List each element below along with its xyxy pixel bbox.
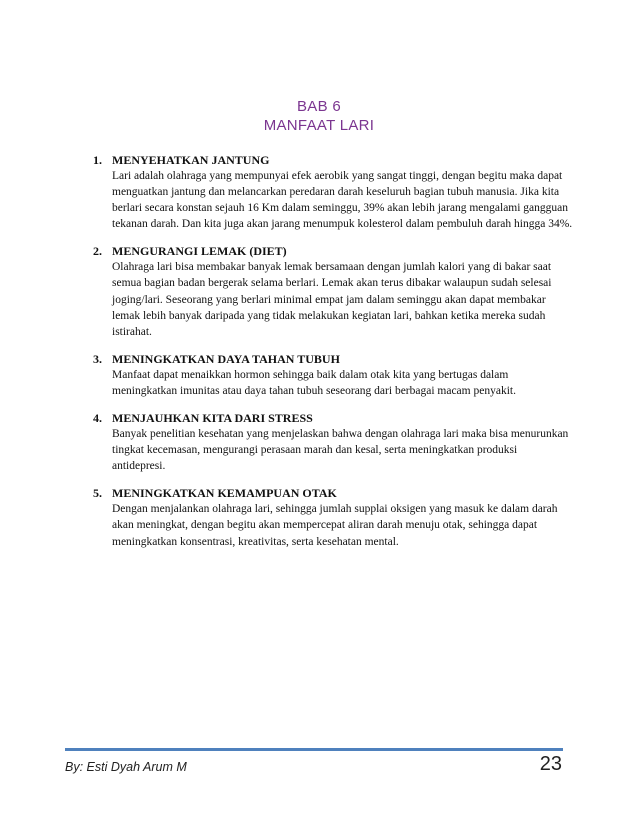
section-heading: MENINGKATKAN KEMAMPUAN OTAK bbox=[112, 486, 337, 501]
section-number: 2. bbox=[93, 244, 102, 259]
benefit-section bbox=[93, 351, 573, 399]
footer-rule bbox=[65, 748, 563, 751]
footer-author: By: Esti Dyah Arum M bbox=[65, 760, 187, 774]
section-body: Manfaat dapat menaikkan hormon sehingga baik dalam otak kita yang bertugas dalam meningkatkan imunitas atau daya tahan tubuh seseorang dari berbagai macam penyakit. bbox=[112, 368, 516, 397]
chapter-label: BAB 6 bbox=[296, 98, 342, 115]
benefit-section bbox=[93, 152, 573, 232]
benefit-section bbox=[93, 243, 573, 339]
section-heading: MENYEHATKAN JANTUNG bbox=[112, 153, 270, 167]
section-number: 4. bbox=[93, 411, 102, 426]
section-body: Banyak penelitian kesehatan yang menjelaskan bahwa dengan olahraga lari maka bisa menurunkan tingkat kecemasan, mengurangi perasaan marah dan kesal, serta meningkatkan produksi antidepresi. bbox=[112, 428, 569, 473]
section-number: 5. bbox=[93, 486, 102, 501]
section-body: Lari adalah olahraga yang mempunyai efek aerobik yang sangat tinggi, dengan begitu maka dapat menguatkan jantung dan melancarkan peredaran darah keseluruh bagian tubuh manusia. Jika kita berlari secara konstan sejauh 16 Km dalam seminggu, 39% akan lebih jarang mengalami gangguan tekanan darah. Dan kita juga akan jarang menumpuk kolesterol dalam pembuluh darah hingga 34%. bbox=[112, 170, 573, 231]
chapter-title: MANFAAT LARI bbox=[263, 117, 375, 134]
section-heading: MENINGKATKAN DAYA TAHAN TUBUH bbox=[112, 351, 340, 366]
section-number: 1. bbox=[93, 153, 102, 167]
section-heading: MENGURANGI LEMAK (DIET) bbox=[112, 244, 287, 259]
section-body: Olahraga lari bisa membakar banyak lemak bersamaan dengan jumlah kalori yang di bakar saat semua bagian badan bergerak selama berlari. Lemak akan terus dibakar walaupun sudah selesai joging/lari. Seseorang yang berlari minimal empat jam dalam seminggu akan dapat membakar lemak lebih banyak daripada yang tidak melakukan kegiatan lari, bahkan ketika mereka sudah istirahat. bbox=[112, 261, 552, 338]
page-number: 23 bbox=[539, 753, 562, 775]
benefit-section bbox=[93, 410, 573, 474]
section-heading: MENJAUHKAN KITA DARI STRESS bbox=[112, 411, 313, 426]
section-number: 3. bbox=[93, 351, 102, 366]
benefit-section bbox=[93, 485, 573, 549]
section-body: Dengan menjalankan olahraga lari, sehingga jumlah supplai oksigen yang masuk ke dalam darah akan meningkat, dengan begitu akan mempercepat aliran darah menuju otak, sehingga dapat meningkatkan konsentrasi, kreativitas, serta kesehatan mental. bbox=[112, 503, 558, 548]
benefits-list bbox=[93, 152, 573, 561]
